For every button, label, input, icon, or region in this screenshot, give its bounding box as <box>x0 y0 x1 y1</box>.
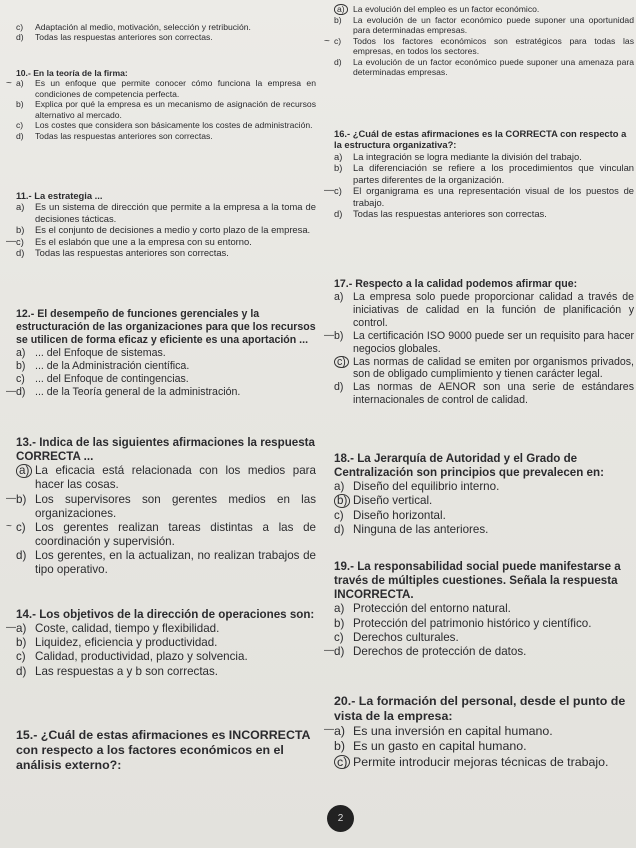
handwritten-tick-icon: — <box>324 724 334 736</box>
option-12c: c) ... del Enfoque de contingencias. <box>16 372 189 385</box>
handwritten-tick-icon: — <box>324 185 334 197</box>
option-13c: ~ c) Los gerentes realizan tareas distintas a las de coordinación y supervisión. <box>6 520 316 548</box>
handwritten-tick-icon: — <box>6 235 16 247</box>
question-15 <box>16 728 316 773</box>
option-17d: d) Las normas de AENOR son una serie de estándares internacionales de control de calidad. <box>334 381 634 407</box>
option-10d: d) Todas las respuestas anteriores son correctas. <box>16 130 213 141</box>
handwritten-tick-icon: ~ <box>6 78 12 90</box>
question-16-title: 16.- ¿Cuál de estas afirmaciones es la CORRECTA con respecto a la estructura organizativa?: <box>334 128 627 151</box>
option-18c: c) Diseño horizontal. <box>334 508 446 522</box>
option-9d: d) Todas las respuestas anteriores son correctas. <box>16 32 213 43</box>
circled-answer-icon: a) <box>16 464 32 478</box>
option-15d: d) La evolución de un factor económico puede suponer una amenaza para determinadas empresas. <box>334 56 634 78</box>
question-16 <box>324 128 634 220</box>
option-11c: — c) Es el eslabón que une a la empresa con su entorno. <box>6 235 252 247</box>
handwritten-tick-icon: — <box>6 622 16 634</box>
option-20a: — a) Es una inversión en capital humano. <box>324 724 553 739</box>
handwritten-tick-icon: — <box>324 329 334 341</box>
circled-answer-icon: c) <box>334 755 350 769</box>
handwritten-tick-icon: — <box>324 644 334 656</box>
option-12d: — d) ... de la Teoría general de la administración. <box>6 385 241 398</box>
option-11a: a) Es un sistema de dirección que permite a la empresa a la toma de decisiones tácticas. <box>16 201 316 224</box>
handwritten-tick-icon: ~ <box>324 35 330 47</box>
question-12-title: 12.- El desempeño de funciones gerenciales y la estructuración de las organizaciones para que los recursos se utilicen de forma eficaz y eficiente es una aportación ... <box>16 308 316 346</box>
option-17a: a) La empresa solo puede proporcionar calidad a través de iniciativas de calidad en la función de planificación y control. <box>334 290 634 329</box>
question-12 <box>6 308 316 398</box>
option-13b: — b) Los supervisores son gerentes medios en las organizaciones. <box>6 492 316 520</box>
circled-answer-icon: a) <box>334 4 348 15</box>
option-14a: — a) Coste, calidad, tiempo y flexibilidad. <box>6 622 220 636</box>
option-19c: c) Derechos culturales. <box>334 630 459 644</box>
question-15-tail <box>324 4 634 78</box>
question-17 <box>324 278 634 407</box>
option-13d: d) Los gerentes, en la actualizan, no realizan trabajos de tipo operativo. <box>16 549 316 577</box>
option-18a: a) Diseño del equilibrio interno. <box>334 480 500 494</box>
option-14b: b) Liquidez, eficiencia y productividad. <box>16 636 218 650</box>
option-19a: a) Protección del entorno natural. <box>334 602 511 616</box>
option-16b: b) La diferenciación se refiere a los procedimientos que vinculan partes diferentes de la organización. <box>334 162 634 185</box>
option-11d: d) Todas las respuestas anteriores son correctas. <box>16 247 229 259</box>
question-20-title: 20.- La formación del personal, desde el punto de vista de la empresa: <box>334 694 626 724</box>
option-18d: d) Ninguna de las anteriores. <box>334 522 489 536</box>
option-17c: c) Las normas de calidad se emiten por organismos privados, son de obligado cumplimiento y tienen carácter legal. <box>334 356 634 382</box>
circled-answer-icon: c) <box>334 356 349 369</box>
circled-answer-icon: b) <box>334 494 350 508</box>
option-18b: b) Diseño vertical. <box>334 494 634 508</box>
option-19d: — d) Derechos de protección de datos. <box>324 644 527 658</box>
option-15c: ~ c) Todos los factores económicos son estratégicos para todas las empresas, en todos los sectores. <box>324 35 634 57</box>
question-18-title: 18.- La Jerarquía de Autoridad y el Grado de Centralización son principios que prevalecen en: <box>334 452 604 480</box>
question-19 <box>324 560 634 659</box>
handwritten-tick-icon: — <box>6 492 16 504</box>
question-10-title: 10.- En la teoría de la firma: <box>16 68 128 78</box>
handwritten-tick-icon: ~ <box>6 520 12 532</box>
option-12a: a) ... del Enfoque de sistemas. <box>16 346 166 359</box>
question-11-title: 11.- La estrategia ... <box>16 190 103 201</box>
question-14-title: 14.- Los objetivos de la dirección de operaciones son: <box>16 608 315 621</box>
option-10c: c) Los costes que considera son básicamente los costes de administración. <box>16 120 313 131</box>
option-14c: c) Calidad, productividad, plazo y solvencia. <box>16 650 248 664</box>
option-16c: — c) El organigrama es una representación visual de los puestos de trabajo. <box>324 185 634 208</box>
option-12b: b) ... de la Administración científica. <box>16 359 190 372</box>
question-13 <box>6 436 316 577</box>
question-15-title: 15.- ¿Cuál de estas afirmaciones es INCORRECTA con respecto a los factores económicos en el análisis externo?: <box>16 728 311 773</box>
option-20c: c) Permite introducir mejoras técnicas de trabajo. <box>334 755 634 770</box>
question-10 <box>6 68 316 141</box>
question-9-tail <box>16 22 316 43</box>
option-9c: c) Adaptación al medio, motivación, selección y retribución. <box>16 22 251 32</box>
option-10a: ~ a) Es un enfoque que permite conocer cómo funciona la empresa en condiciones de competencia perfecta. <box>6 78 316 99</box>
question-20 <box>324 694 634 770</box>
option-15a: a) La evolución del empleo es un factor económico. <box>334 4 634 15</box>
question-13-title: 13.- Indica de las siguientes afirmaciones la respuesta CORRECTA ... <box>16 436 315 464</box>
option-20b: b) Es un gasto en capital humano. <box>334 739 527 754</box>
option-11b: b) Es el conjunto de decisiones a medio y corto plazo de la empresa. <box>16 224 311 236</box>
question-18 <box>334 452 634 537</box>
page-number: 2 <box>327 805 354 832</box>
option-10b: b) Explica por qué la empresa es un mecanismo de asignación de recursos alternativo al mercado. <box>16 99 316 120</box>
question-11 <box>6 190 316 259</box>
option-15b: b) La evolución de un factor económico puede suponer una oportunidad para determinadas empresas. <box>334 14 634 36</box>
option-16d: d) Todas las respuestas anteriores son correctas. <box>334 208 547 220</box>
handwritten-tick-icon: — <box>6 385 16 397</box>
option-14d: d) Las respuestas a y b son correctas. <box>16 664 219 678</box>
question-19-title: 19.- La responsabilidad social puede manifestarse a través de múltiples cuestiones. Señala la respuesta INCORRECTA. <box>334 560 621 602</box>
option-19b: b) Protección del patrimonio histórico y científico. <box>334 616 592 630</box>
option-13a: a) La eficacia está relacionada con los medios para hacer las cosas. <box>16 464 316 492</box>
question-17-title: 17.- Respecto a la calidad podemos afirmar que: <box>334 278 578 290</box>
option-17b: — b) La certificación ISO 9000 puede ser un requisito para hacer negocios globales. <box>324 329 634 355</box>
question-14 <box>6 608 316 679</box>
option-16a: a) La integración se logra mediante la división del trabajo. <box>334 150 582 162</box>
